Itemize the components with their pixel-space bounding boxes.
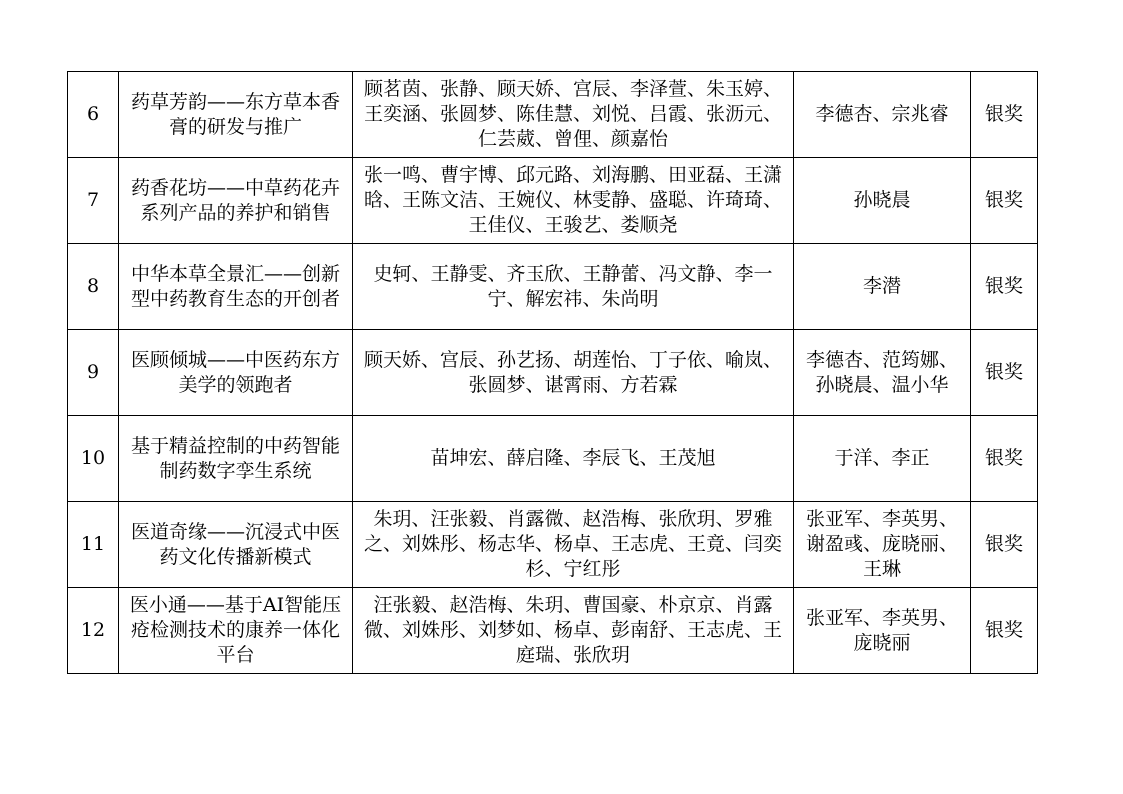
table-row [68, 72, 1038, 158]
advisors: 李潜 [794, 244, 971, 330]
award-level: 银奖 [971, 416, 1038, 502]
team-members: 史轲、王静雯、齐玉欣、王静蕾、冯文静、李一宁、解宏祎、朱尚明 [353, 244, 794, 330]
team-members: 顾天娇、宫辰、孙艺扬、胡莲怡、丁子依、喻岚、张圆梦、谌霄雨、方若霖 [353, 330, 794, 416]
project-title: 药香花坊——中草药花卉系列产品的养护和销售 [119, 158, 353, 244]
team-members: 张一鸣、曹宇博、邱元路、刘海鹏、田亚磊、王潇晗、王陈文洁、王婉仪、林雯静、盛聪、许琦琦、王佳仪、王骏艺、娄顺尧 [353, 158, 794, 244]
project-title: 医道奇缘——沉浸式中医药文化传播新模式 [119, 502, 353, 588]
award-level: 银奖 [971, 330, 1038, 416]
row-number: 10 [68, 416, 119, 502]
advisors: 李德杏、宗兆睿 [794, 72, 971, 158]
advisors: 孙晓晨 [794, 158, 971, 244]
row-number: 11 [68, 502, 119, 588]
team-members: 汪张毅、赵浩梅、朱玥、曹国豪、朴京京、肖露微、刘姝彤、刘梦如、杨卓、彭南舒、王志虎、王庭瑞、张欣玥 [353, 588, 794, 674]
table-row [68, 588, 1038, 674]
award-level: 银奖 [971, 244, 1038, 330]
row-number: 9 [68, 330, 119, 416]
row-number: 6 [68, 72, 119, 158]
advisors: 张亚军、李英男、谢盈彧、庞晓丽、王琳 [794, 502, 971, 588]
team-members: 朱玥、汪张毅、肖露微、赵浩梅、张欣玥、罗雅之、刘姝彤、杨志华、杨卓、王志虎、王竟、闫奕杉、宁红彤 [353, 502, 794, 588]
team-members: 苗坤宏、薛启隆、李辰飞、王茂旭 [353, 416, 794, 502]
table-row [68, 244, 1038, 330]
table-row [68, 416, 1038, 502]
advisors: 张亚军、李英男、庞晓丽 [794, 588, 971, 674]
row-number: 12 [68, 588, 119, 674]
award-level: 银奖 [971, 72, 1038, 158]
project-title: 医小通——基于AI智能压疮检测技术的康养一体化平台 [119, 588, 353, 674]
award-level: 银奖 [971, 502, 1038, 588]
awards-table [67, 71, 1038, 674]
project-title: 药草芳韵——东方草本香膏的研发与推广 [119, 72, 353, 158]
project-title: 医顾倾城——中医药东方美学的领跑者 [119, 330, 353, 416]
table-row [68, 158, 1038, 244]
advisors: 李德杏、范筠娜、孙晓晨、温小华 [794, 330, 971, 416]
award-level: 银奖 [971, 158, 1038, 244]
team-members: 顾茗茵、张静、顾天娇、宫辰、李泽萱、朱玉婷、王奕涵、张圆梦、陈佳慧、刘悦、吕霞、张沥元、仁芸葳、曾俚、颜嘉怡 [353, 72, 794, 158]
table-row [68, 502, 1038, 588]
row-number: 8 [68, 244, 119, 330]
award-level: 银奖 [971, 588, 1038, 674]
project-title: 基于精益控制的中药智能制药数字孪生系统 [119, 416, 353, 502]
table-row [68, 330, 1038, 416]
project-title: 中华本草全景汇——创新型中药教育生态的开创者 [119, 244, 353, 330]
advisors: 于洋、李正 [794, 416, 971, 502]
row-number: 7 [68, 158, 119, 244]
